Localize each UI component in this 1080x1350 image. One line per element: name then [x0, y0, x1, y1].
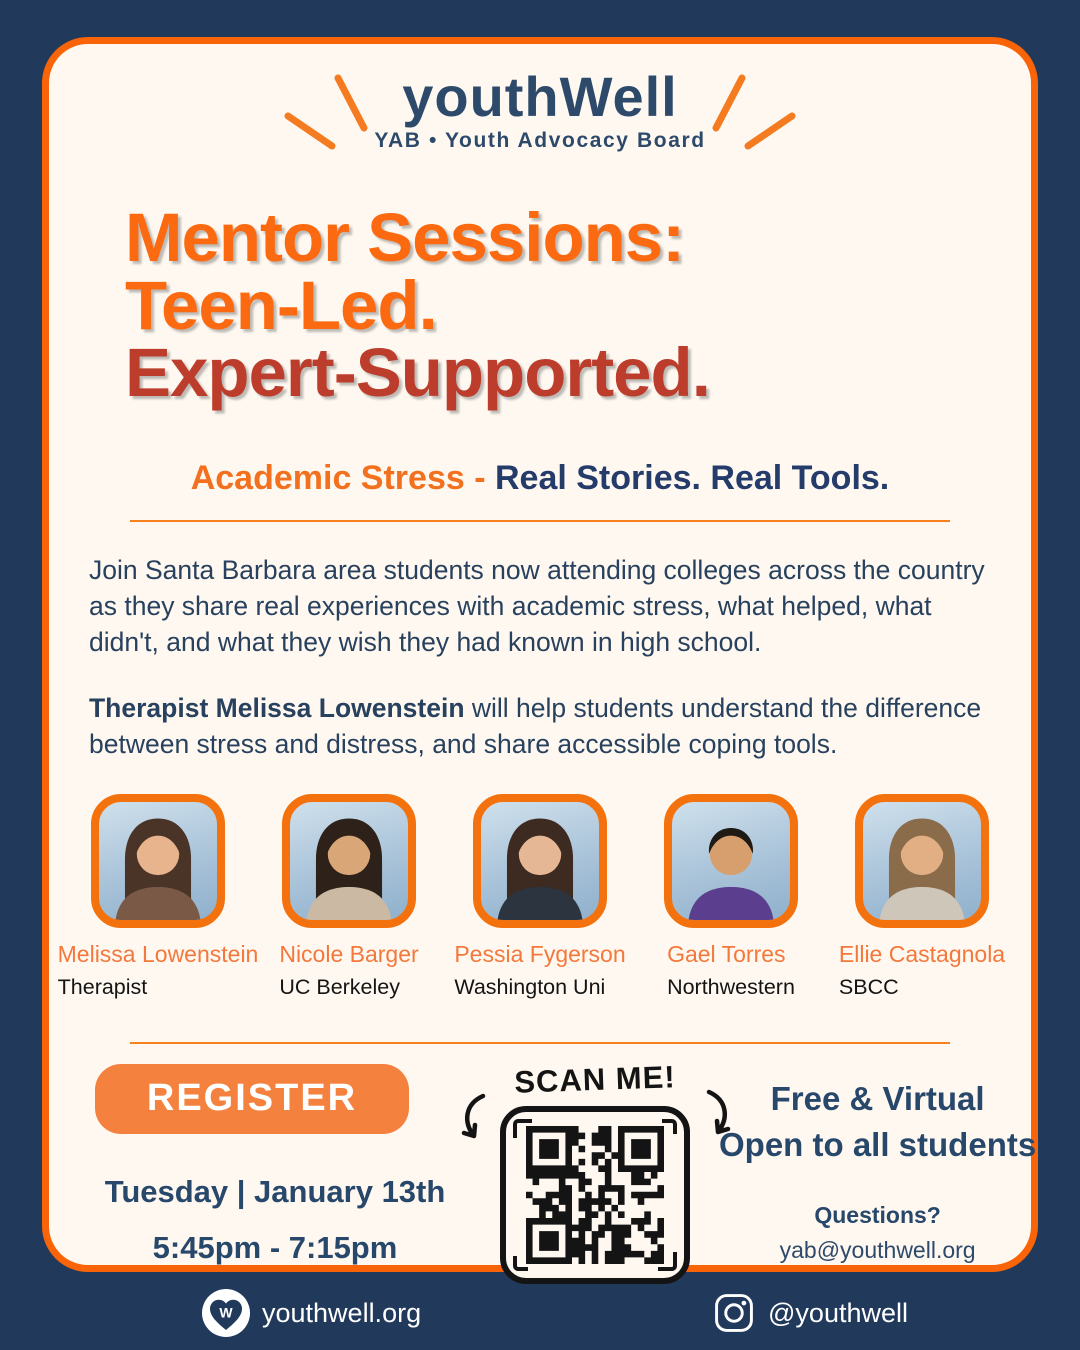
mentor-affiliation: SBCC [838, 974, 899, 999]
open-students-line: Open to all students [719, 1126, 1037, 1164]
mentor-photo [664, 794, 798, 928]
mentor-name: Ellie Castagnola [838, 940, 1006, 967]
divider-bottom [130, 1042, 950, 1044]
therapist-name: Therapist Melissa Lowenstein [89, 692, 465, 723]
mentor-photo [473, 794, 607, 928]
instagram-icon [712, 1291, 756, 1335]
svg-text:W: W [219, 1304, 233, 1321]
contact-email[interactable]: yab@youthwell.org [779, 1237, 976, 1264]
register-column [79, 1062, 471, 1284]
mentor-card [274, 794, 424, 1000]
therapist-paragraph [89, 690, 989, 762]
mentor-affiliation: UC Berkeley [279, 974, 401, 999]
title-line1: Mentor Sessions: [125, 199, 685, 276]
title-line3: Expert-Supported. [125, 334, 710, 412]
mentor-name: Melissa Lowenstein [57, 940, 259, 967]
info-column [719, 1062, 1036, 1284]
mentor-card [454, 794, 626, 1000]
questions-label: Questions? [814, 1202, 941, 1229]
title-line2: Teen-Led. [125, 266, 437, 344]
qr-corner-mark [662, 1119, 677, 1134]
mentor-name: Gael Torres [667, 940, 786, 967]
registration-section [49, 1059, 1037, 1284]
logo-block [49, 65, 1031, 174]
instagram-link[interactable] [712, 1291, 908, 1335]
scan-arrow-right-icon [701, 1088, 735, 1140]
website-text: youthwell.org [262, 1297, 422, 1328]
qr-corner-mark [513, 1256, 528, 1271]
brand-name: youthWell [402, 65, 678, 128]
register-button[interactable]: REGISTER [95, 1064, 409, 1134]
divider-top [130, 520, 950, 522]
mentor-card [656, 794, 806, 1000]
mentor-affiliation: Washington Uni [454, 974, 606, 999]
session-topic [49, 459, 1031, 498]
mentor-card [838, 794, 1006, 1000]
rays-left-icon [282, 70, 370, 174]
mentors-row [49, 794, 1031, 1000]
website-link[interactable] [202, 1289, 421, 1337]
mentor-name: Nicole Barger [279, 940, 419, 967]
brand-subtitle: YAB • Youth Advocacy Board [374, 128, 706, 152]
qr-code [526, 1126, 664, 1264]
scan-me-label: SCAN ME! [513, 1059, 677, 1100]
event-time: 5:45pm - 7:15pm [152, 1229, 398, 1265]
event-date: Tuesday | January 13th [104, 1173, 446, 1209]
mentor-affiliation: Therapist [57, 974, 148, 999]
mentor-card [57, 794, 259, 1000]
intro-paragraph: Join Santa Barbara area students now attending colleges across the country as they share real experiences with academic stress, what helped, what didn't, and what they wish they had known in high school. [89, 554, 985, 657]
topic-rest: Real Stories. Real Tools. [494, 458, 890, 497]
mentor-name: Pessia Fygerson [454, 940, 626, 967]
youthwell-heart-icon [202, 1289, 250, 1337]
instagram-handle: @youthwell [768, 1297, 908, 1328]
rays-right-icon [710, 70, 798, 174]
mentor-photo [91, 794, 225, 928]
mentor-affiliation: Northwestern [667, 974, 795, 999]
therapist-rest: will help students understand the difference between stress and distress, and share accessible coping tools. [89, 692, 982, 759]
mentor-photo [282, 794, 416, 928]
footer-bar [0, 1276, 1080, 1350]
flyer-card [42, 37, 1038, 1272]
free-virtual-line: Free & Virtual [770, 1079, 985, 1117]
topic-highlight: Academic Stress - [190, 458, 495, 497]
qr-frame [500, 1106, 690, 1284]
scan-section [471, 1059, 719, 1284]
mentor-photo [855, 794, 989, 928]
page-title [125, 199, 1031, 412]
scan-arrow-left-icon [457, 1092, 491, 1144]
